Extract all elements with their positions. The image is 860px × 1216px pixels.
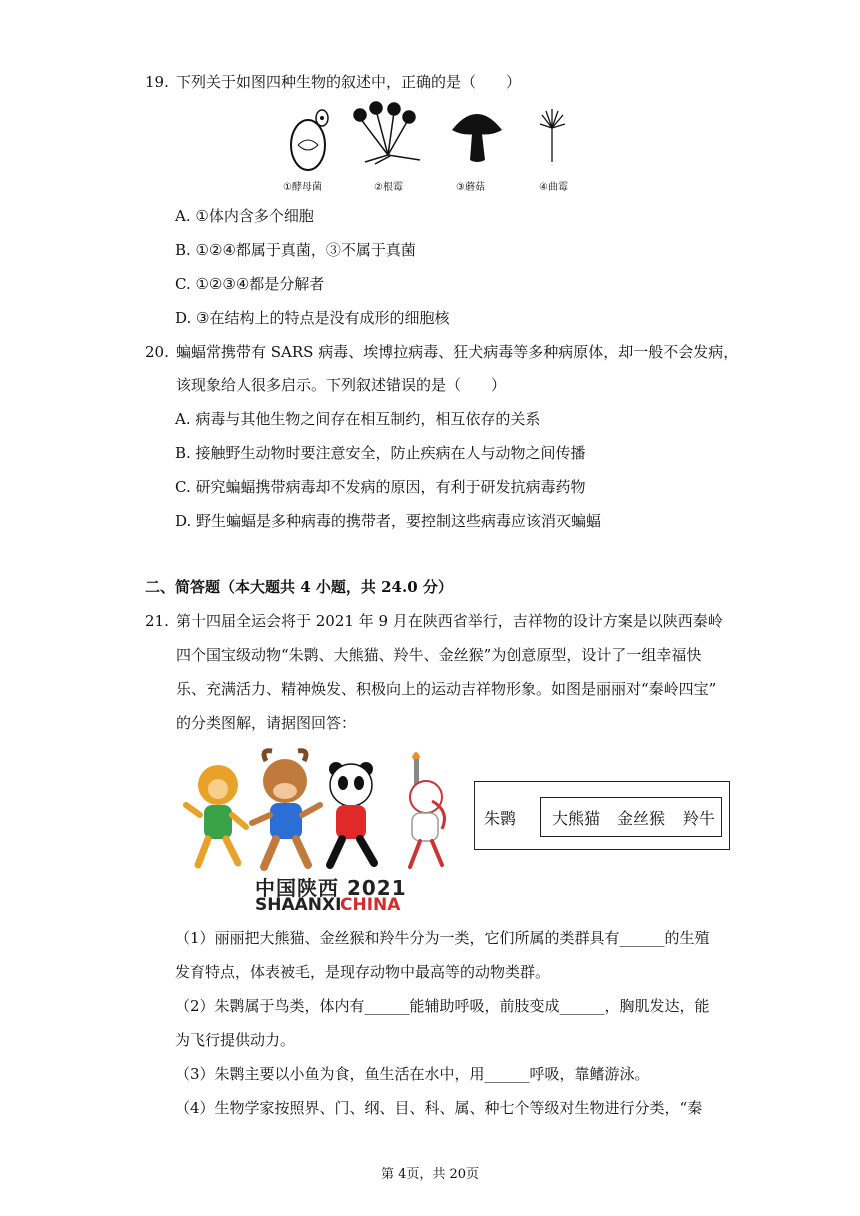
question-21-stem-line2: 四个国宝级动物“朱鹮、大熊猫、羚牛、金丝猴”为创意原型，设计了一组幸福快	[176, 646, 702, 664]
crested-ibis-mascot	[410, 752, 444, 867]
q21-sub-line6: （4）生物学家按照界、门、纲、目、科、属、种七个等级对生物进行分类，“秦	[175, 1099, 703, 1117]
q21-sub-line3: （2）朱鹮属于鸟类，体内有______能辅助呼吸，前肢变成______，胸肌发达，能	[175, 997, 710, 1015]
diagram-inner-label-panda: 大熊猫	[552, 809, 601, 828]
panda-mascot	[329, 762, 374, 865]
takin-mascot	[252, 751, 320, 867]
q20-option-a: A. 病毒与其他生物之间存在相互制约，相互依存的关系	[175, 410, 541, 428]
q21-sub-line4: 为飞行提供动力。	[175, 1031, 296, 1049]
figure-label-mushroom: ③蘑菇	[456, 182, 485, 193]
mascot-caption-cn: 中国陕西 2021	[255, 876, 407, 900]
figure-label-rhizopus: ②根霉	[374, 182, 403, 193]
question-19-number: 19.	[145, 73, 169, 91]
q21-sub-line2: 发育特点，体表被毛，是现存动物中最高等的动物类群。	[175, 963, 551, 981]
question-19-stem: 下列关于如图四种生物的叙述中，正确的是（ ）	[176, 73, 522, 91]
question-20-number: 20.	[145, 343, 169, 361]
question-21-stem-line1: 第十四届全运会将于 2021 年 9 月在陕西省举行，吉祥物的设计方案是以陕西秦岭	[176, 612, 723, 630]
diagram-inner-label-takin: 羚牛	[683, 809, 716, 828]
page-footer: 第 4页，共 20页	[380, 1167, 480, 1182]
question-21-stem-line4: 的分类图解，请据图回答：	[176, 714, 357, 732]
mascot-caption-en2: CHINA	[340, 895, 401, 915]
mushroom-illustration	[452, 114, 502, 162]
q19-option-d: D. ③在结构上的特点是没有成形的细胞核	[175, 309, 450, 327]
figure-label-yeast: ①酵母菌	[283, 182, 322, 193]
q21-sub-line5: （3）朱鹮主要以小鱼为食，鱼生活在水中，用______呼吸，靠鳍游泳。	[175, 1065, 650, 1083]
q21-sub-line1: （1）丽丽把大熊猫、金丝猴和羚牛分为一类，它们所属的类群具有______的生殖	[175, 929, 710, 947]
q20-option-d: D. 野生蝙蝠是多种病毒的携带者，要控制这些病毒应该消灭蝙蝠	[175, 512, 602, 530]
question-20-stem-line2: 该现象给人很多启示。下列叙述错误的是（ ）	[176, 376, 507, 394]
q19-organisms-figure	[280, 100, 620, 200]
mascot-illustration	[180, 745, 460, 885]
yeast-illustration	[291, 110, 328, 170]
figure-label-aspergillus: ④曲霉	[539, 182, 568, 193]
question-21-number: 21.	[145, 612, 169, 630]
question-21-stem-line3: 乐、充满活力、精神焕发、积极向上的运动吉祥物形象。如图是丽丽对“秦岭四宝”	[176, 680, 717, 698]
q19-option-b: B. ①②④都属于真菌，③不属于真菌	[175, 241, 416, 259]
diagram-outer-label: 朱鹮	[484, 809, 517, 828]
diagram-inner-label-monkey: 金丝猴	[617, 809, 666, 828]
section-2-title: 二、简答题（本大题共 4 小题，共 24.0 分）	[145, 578, 453, 596]
question-20-stem-line1: 蝙蝠常携带有 SARS 病毒、埃博拉病毒、狂犬病毒等多种病原体，却一般不会发病，	[176, 343, 739, 361]
mascot-caption-en1: SHAANXI	[255, 895, 342, 915]
golden-monkey-mascot	[186, 765, 246, 865]
q20-option-b: B. 接触野生动物时要注意安全，防止疾病在人与动物之间传播	[175, 444, 586, 462]
q19-option-a: A. ①体内含多个细胞	[175, 207, 314, 225]
q19-option-c: C. ①②③④都是分解者	[175, 275, 325, 293]
aspergillus-illustration	[540, 109, 565, 162]
rhizopus-illustration	[354, 102, 420, 164]
q20-option-c: C. 研究蝙蝠携带病毒却不发病的原因，有利于研发抗病毒药物	[175, 478, 586, 496]
